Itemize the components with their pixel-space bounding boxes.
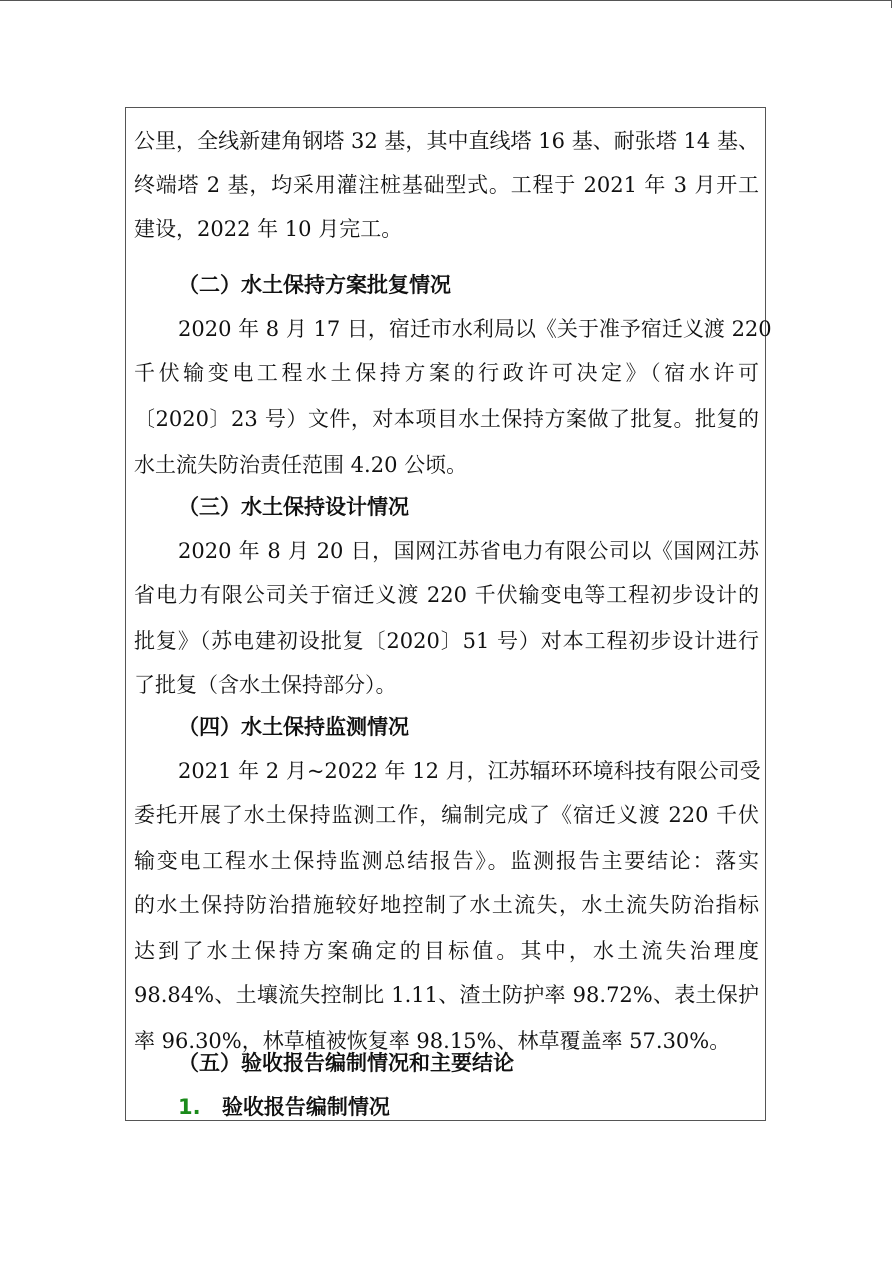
paragraph-line: 委托开展了水土保持监测工作，编制完成了《宿迁义渡 220 千伏 <box>134 803 759 827</box>
paragraph-line: 2020 年 8 月 20 日，国网江苏省电力有限公司以《国网江苏 <box>178 539 759 563</box>
paragraph-line: 建设，2022 年 10 月完工。 <box>134 217 403 241</box>
paragraph-line: 98.84%、土壤流失控制比 1.11、渣土防护率 98.72%、表土保护 <box>134 983 759 1007</box>
paragraph-line: 2020 年 8 月 17 日，宿迁市水利局以《关于准予宿迁义渡 220 <box>178 317 772 341</box>
paragraph-line: 了批复（含水土保持部分）。 <box>134 673 397 697</box>
section-heading-water-plan-approval: （二）水土保持方案批复情况 <box>178 273 451 297</box>
paragraph-line: 水土流失防治责任范围 4.20 公顷。 <box>134 453 468 477</box>
paragraph-line: 终端塔 2 基，均采用灌注桩基础型式。工程于 2021 年 3 月开工 <box>134 173 759 197</box>
subheading-text: 验收报告编制情况 <box>221 1095 390 1119</box>
section-heading-water-monitoring: （四）水土保持监测情况 <box>178 715 409 739</box>
paragraph-line: 〔2020〕23 号）文件，对本项目水土保持方案做了批复。批复的 <box>134 407 759 431</box>
paragraph-line: 2021 年 2 月~2022 年 12 月，江苏辐环环境科技有限公司受 <box>178 759 761 783</box>
subheading-number: 1. <box>178 1095 201 1119</box>
paragraph-line: 率 96.30%，林草植被恢复率 98.15%、林草覆盖率 57.30%。 <box>134 1029 731 1053</box>
paragraph-line: 千伏输变电工程水土保持方案的行政许可决定》（宿水许可 <box>134 361 759 385</box>
paragraph-line: 的水土保持防治措施较好地控制了水土流失，水土流失防治指标 <box>134 893 759 917</box>
section-heading-water-design: （三）水土保持设计情况 <box>178 495 409 519</box>
paragraph-line: 批复》（苏电建初设批复〔2020〕51 号）对本工程初步设计进行 <box>134 629 759 653</box>
subheading-report-compilation <box>178 1084 390 1130</box>
section-heading-acceptance-report: （五）验收报告编制情况和主要结论 <box>178 1051 514 1075</box>
paragraph-line: 达到了水土保持方案确定的目标值。其中，水土流失治理度 <box>134 939 759 963</box>
paragraph-line: 输变电工程水土保持监测总结报告》。监测报告主要结论：落实 <box>134 849 759 873</box>
paragraph-line: 省电力有限公司关于宿迁义渡 220 千伏输变电等工程初步设计的 <box>134 583 759 607</box>
page-top-border <box>0 0 892 1</box>
paragraph-line: 公里，全线新建角钢塔 32 基，其中直线塔 16 基、耐张塔 14 基、 <box>134 129 759 153</box>
